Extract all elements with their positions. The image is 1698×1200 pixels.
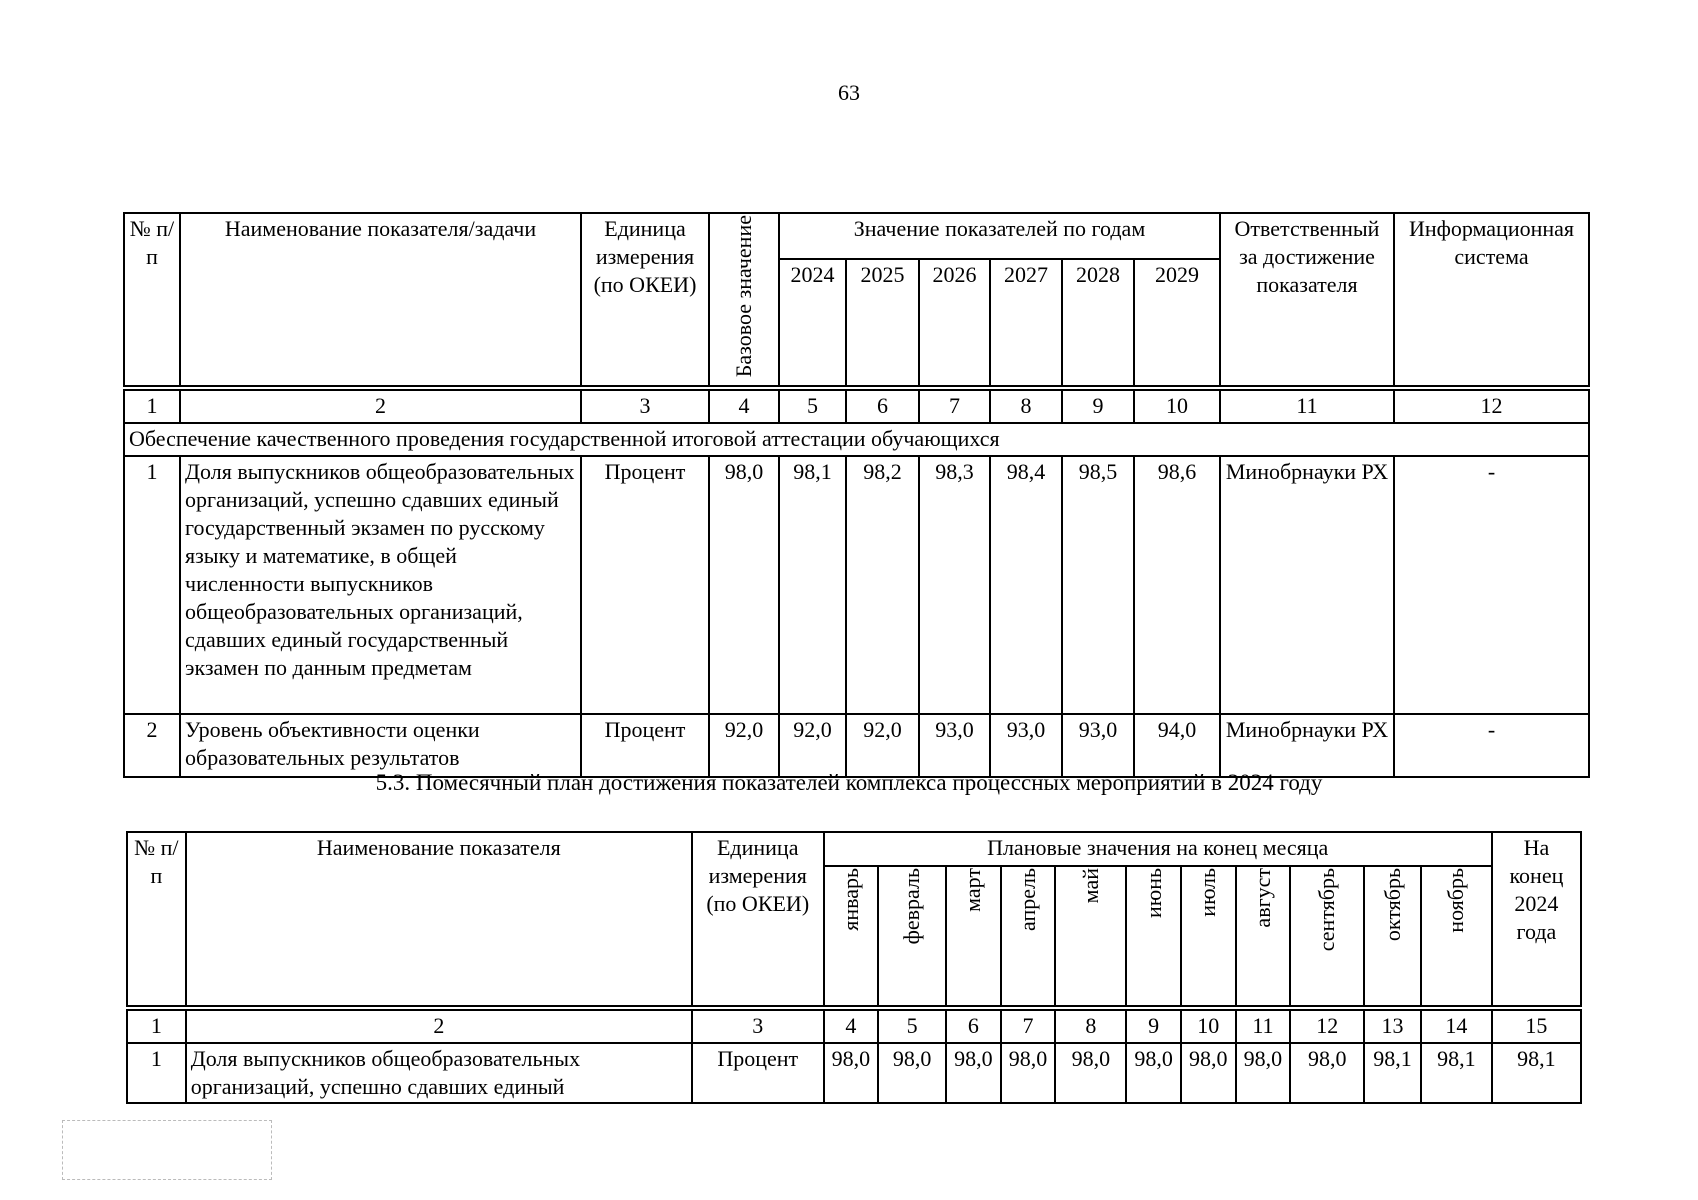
header-base-value: Базовое значение bbox=[709, 213, 779, 386]
row-name: Доля выпускников общеобразовательных организаций, успешно сдавших единый государственный экзамен по русскому языку и математике, в общей численности выпускников общеобразовательных организаций, сдавших единый государственный экзамен по данным предметам bbox=[180, 456, 581, 714]
row-month-value: 98,0 bbox=[824, 1043, 879, 1103]
column-number: 7 bbox=[1001, 1010, 1056, 1043]
monthly-plan-table bbox=[126, 831, 1582, 1104]
column-number: 12 bbox=[1290, 1010, 1364, 1043]
header-year: 2027 bbox=[990, 259, 1062, 387]
row-end-year-value: 98,1 bbox=[1492, 1043, 1581, 1103]
table-row bbox=[124, 456, 1589, 714]
row-responsible: Минобрнауки РХ bbox=[1220, 714, 1394, 777]
header-year: 2024 bbox=[779, 259, 846, 387]
row-month-value: 98,0 bbox=[1055, 1043, 1126, 1103]
row-month-value: 98,0 bbox=[1290, 1043, 1364, 1103]
section-subtitle: 5.3. Помесячный план достижения показателей комплекса процессных мероприятий в 2024 году bbox=[375, 770, 1323, 795]
column-number: 3 bbox=[581, 390, 709, 423]
column-number: 9 bbox=[1062, 390, 1134, 423]
column-number: 9 bbox=[1126, 1010, 1181, 1043]
page-number: 63 bbox=[838, 80, 860, 105]
header-month: сентябрь bbox=[1290, 866, 1364, 1006]
header-year: 2029 bbox=[1134, 259, 1220, 387]
column-number: 3 bbox=[692, 1010, 824, 1043]
column-number: 8 bbox=[1055, 1010, 1126, 1043]
header-num: № п/п bbox=[124, 213, 180, 386]
header-end-year: На конец 2024 года bbox=[1492, 832, 1581, 1006]
row-unit: Процент bbox=[581, 456, 709, 714]
column-number: 12 bbox=[1394, 390, 1589, 423]
row-year-value: 98,1 bbox=[779, 456, 846, 714]
row-year-value: 93,0 bbox=[919, 714, 990, 777]
row-month-value: 98,1 bbox=[1364, 1043, 1421, 1103]
row-year-value: 98,3 bbox=[919, 456, 990, 714]
table-row bbox=[124, 714, 1589, 777]
row-num: 1 bbox=[127, 1043, 186, 1103]
column-number: 10 bbox=[1134, 390, 1220, 423]
header-unit: Единица измерения (по ОКЕИ) bbox=[692, 832, 824, 1006]
row-num: 2 bbox=[124, 714, 180, 777]
row-info-system: - bbox=[1394, 714, 1589, 777]
column-number: 10 bbox=[1181, 1010, 1236, 1043]
row-year-value: 94,0 bbox=[1134, 714, 1220, 777]
row-base-value: 92,0 bbox=[709, 714, 779, 777]
header-responsible: Ответственный за достижение показателя bbox=[1220, 213, 1394, 386]
column-number: 13 bbox=[1364, 1010, 1421, 1043]
row-year-value: 98,5 bbox=[1062, 456, 1134, 714]
header-month: август bbox=[1236, 866, 1291, 1006]
header-month: апрель bbox=[1001, 866, 1056, 1006]
header-num: № п/п bbox=[127, 832, 186, 1006]
column-number: 6 bbox=[946, 1010, 1001, 1043]
column-number: 11 bbox=[1236, 1010, 1291, 1043]
row-month-value: 98,0 bbox=[1236, 1043, 1291, 1103]
header-unit: Единица измерения (по ОКЕИ) bbox=[581, 213, 709, 386]
column-number: 15 bbox=[1492, 1010, 1581, 1043]
column-number: 6 bbox=[846, 390, 919, 423]
header-name: Наименование показателя bbox=[186, 832, 692, 1006]
column-number: 4 bbox=[709, 390, 779, 423]
header-info-system: Информационная система bbox=[1394, 213, 1589, 386]
header-year: 2026 bbox=[919, 259, 990, 387]
column-number: 11 bbox=[1220, 390, 1394, 423]
column-number: 2 bbox=[180, 390, 581, 423]
row-year-value: 92,0 bbox=[779, 714, 846, 777]
header-months-group: Плановые значения на конец месяца bbox=[824, 832, 1492, 866]
column-number: 5 bbox=[878, 1010, 946, 1043]
column-number: 4 bbox=[824, 1010, 879, 1043]
row-month-value: 98,1 bbox=[1421, 1043, 1492, 1103]
column-number: 2 bbox=[186, 1010, 692, 1043]
row-responsible: Минобрнауки РХ bbox=[1220, 456, 1394, 714]
column-number: 14 bbox=[1421, 1010, 1492, 1043]
table-row bbox=[127, 1043, 1581, 1103]
row-month-value: 98,0 bbox=[1181, 1043, 1236, 1103]
header-month: ноябрь bbox=[1421, 866, 1492, 1006]
section-title: Обеспечение качественного проведения государственной итоговой аттестации обучающихся bbox=[124, 423, 1589, 456]
row-month-value: 98,0 bbox=[1126, 1043, 1181, 1103]
row-year-value: 93,0 bbox=[1062, 714, 1134, 777]
header-month: март bbox=[946, 866, 1001, 1006]
column-number: 7 bbox=[919, 390, 990, 423]
row-year-value: 93,0 bbox=[990, 714, 1062, 777]
header-year: 2025 bbox=[846, 259, 919, 387]
header-month: июль bbox=[1181, 866, 1236, 1006]
column-number: 1 bbox=[124, 390, 180, 423]
header-name: Наименование показателя/задачи bbox=[180, 213, 581, 386]
row-year-value: 98,6 bbox=[1134, 456, 1220, 714]
header-month: июнь bbox=[1126, 866, 1181, 1006]
row-unit: Процент bbox=[581, 714, 709, 777]
row-year-value: 98,4 bbox=[990, 456, 1062, 714]
row-unit: Процент bbox=[692, 1043, 824, 1103]
header-years-group: Значение показателей по годам bbox=[779, 213, 1220, 259]
indicators-by-year-table bbox=[123, 212, 1590, 778]
row-month-value: 98,0 bbox=[946, 1043, 1001, 1103]
row-month-value: 98,0 bbox=[1001, 1043, 1056, 1103]
header-month: октябрь bbox=[1364, 866, 1421, 1006]
row-month-value: 98,0 bbox=[878, 1043, 946, 1103]
row-year-value: 98,2 bbox=[846, 456, 919, 714]
header-year: 2028 bbox=[1062, 259, 1134, 387]
header-month: май bbox=[1055, 866, 1126, 1006]
row-base-value: 98,0 bbox=[709, 456, 779, 714]
row-info-system: - bbox=[1394, 456, 1589, 714]
row-year-value: 92,0 bbox=[846, 714, 919, 777]
row-name: Доля выпускников общеобразовательных организаций, успешно сдавших единый bbox=[186, 1043, 692, 1103]
faded-stamp bbox=[62, 1120, 272, 1180]
column-number: 5 bbox=[779, 390, 846, 423]
row-name: Уровень объективности оценки образовательных результатов bbox=[180, 714, 581, 777]
column-number: 1 bbox=[127, 1010, 186, 1043]
header-month: февраль bbox=[878, 866, 946, 1006]
column-number: 8 bbox=[990, 390, 1062, 423]
header-month: январь bbox=[824, 866, 879, 1006]
row-num: 1 bbox=[124, 456, 180, 714]
